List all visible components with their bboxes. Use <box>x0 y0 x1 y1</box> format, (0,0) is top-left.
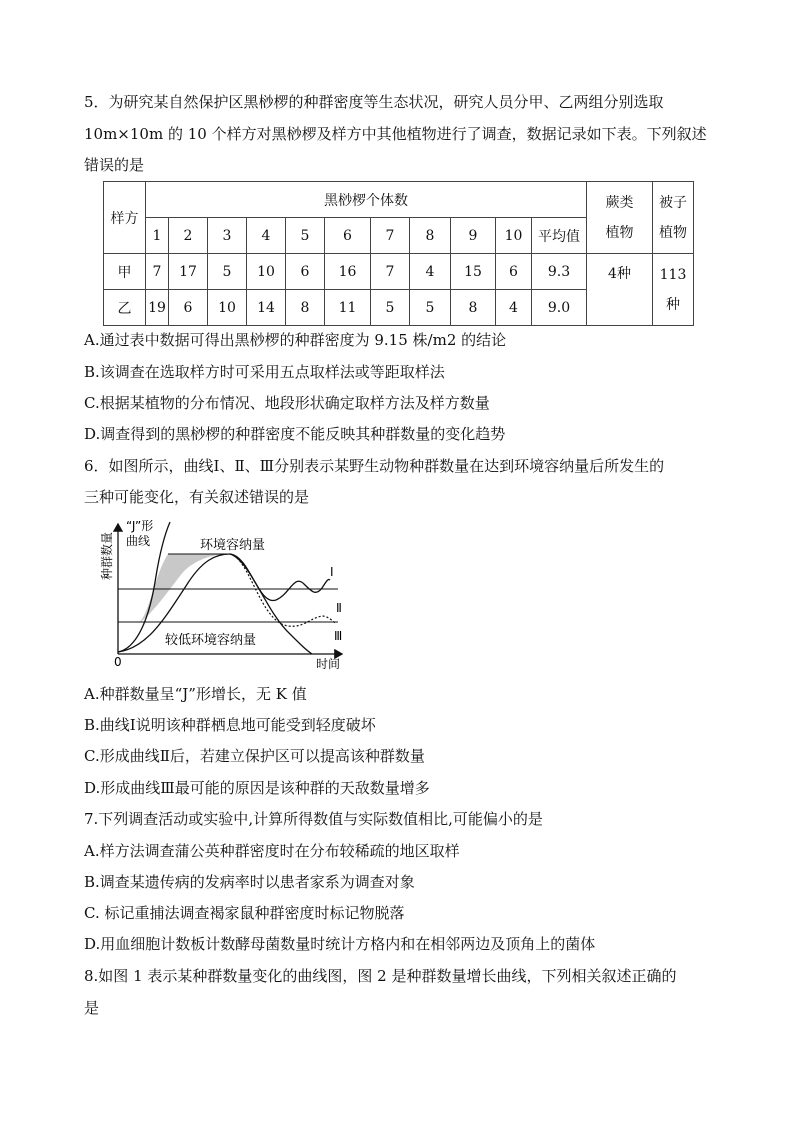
table-cell: 4 <box>410 254 451 290</box>
row-label: 甲 <box>104 254 146 290</box>
curve-3-label: Ⅲ <box>334 629 343 643</box>
table-cell: 10 <box>208 290 247 326</box>
table-subheader: 7 <box>371 218 410 254</box>
table-header-angiosperm: 被子 植物 <box>653 182 694 254</box>
table-subheader: 4 <box>247 218 286 254</box>
q7-option-c: C. 标记重捕法调查褐家鼠种群密度时标记物脱落 <box>84 904 405 922</box>
q5-stem-line1: 5．为研究某自然保护区黑桫椤的种群密度等生态状况，研究人员分甲、乙两组分别选取 <box>84 93 664 111</box>
angio-value: 113 种 <box>653 254 694 326</box>
table-subheader: 10 <box>496 218 532 254</box>
table-cell: 16 <box>325 254 371 290</box>
table-header-quadrat: 样方 <box>104 182 146 254</box>
population-curve-figure <box>90 516 360 672</box>
table-cell: 5 <box>410 290 451 326</box>
table-cell: 15 <box>451 254 496 290</box>
q7-option-d: D.用血细胞计数板计数酵母菌数量时统计方格内和在相邻两边及顶角上的菌体 <box>84 935 596 953</box>
table-subheader: 8 <box>410 218 451 254</box>
table-subheader: 6 <box>325 218 371 254</box>
table-header-individuals: 黑桫椤个体数 <box>146 182 587 218</box>
q6-stem-line1: 6．如图所示，曲线Ⅰ、Ⅱ、Ⅲ分别表示某野生动物种群数量在达到环境容纳量后所发生的 <box>84 457 665 475</box>
q6-option-d: D.形成曲线Ⅲ最可能的原因是该种群的天敌数量增多 <box>84 779 430 797</box>
q5-stem-line2: 10m×10m 的 10 个样方对黑桫椤及样方中其他植物进行了调查，数据记录如下表。下列叙述 <box>84 125 707 143</box>
table-cell: 10 <box>247 254 286 290</box>
q5-stem-line3: 错误的是 <box>84 156 145 174</box>
curve-2-label: Ⅱ <box>336 601 342 615</box>
q5-option-b: B.该调查在选取样方时可采用五点取样法或等距取样法 <box>84 363 445 381</box>
origin-label: 0 <box>114 655 122 669</box>
table-cell: 9.3 <box>532 254 587 290</box>
q8-stem-line1: 8.如图 1 表示某种群数量变化的曲线图，图 2 是种群数量增长曲线，下列相关叙述正确的 <box>84 967 677 985</box>
y-axis-label: 种群数量 <box>100 531 114 581</box>
fern-value: 4种 <box>587 254 653 326</box>
q7-stem: 7.下列调查活动或实验中,计算所得数值与实际数值相比,可能偏小的是 <box>84 810 543 828</box>
table-cell: 6 <box>286 254 325 290</box>
table-cell: 17 <box>169 254 208 290</box>
table-cell: 6 <box>496 254 532 290</box>
q5-option-a: A.通过表中数据可得出黑桫椤的种群密度为 9.15 株/m2 的结论 <box>84 331 507 349</box>
q7-option-b: B.调查某遗传病的发病率时以患者家系为调查对象 <box>84 873 415 891</box>
table-cell: 14 <box>247 290 286 326</box>
lower-capacity-label: 较低环境容纳量 <box>165 633 257 648</box>
table-header-fern: 蕨类 植物 <box>587 182 653 254</box>
table-subheader: 2 <box>169 218 208 254</box>
q5-option-c: C.根据某植物的分布情况、地段形状确定取样方法及样方数量 <box>84 394 490 412</box>
carrying-capacity-label: 环境容纳量 <box>200 538 266 553</box>
table-subheader: 平均值 <box>532 218 587 254</box>
table-cell: 7 <box>371 254 410 290</box>
table-subheader: 1 <box>146 218 169 254</box>
q6-option-a: A.种群数量呈“J”形增长，无 K 值 <box>84 685 307 703</box>
q5-data-table <box>103 181 694 326</box>
table-row <box>104 254 694 290</box>
table-cell: 8 <box>451 290 496 326</box>
table-cell: 8 <box>286 290 325 326</box>
table-cell: 11 <box>325 290 371 326</box>
table-cell: 19 <box>146 290 169 326</box>
table-subheader: 5 <box>286 218 325 254</box>
table-cell: 7 <box>146 254 169 290</box>
j-curve-label-1: “J”形 <box>126 519 154 533</box>
table-cell: 4 <box>496 290 532 326</box>
q6-option-c: C.形成曲线Ⅱ后，若建立保护区可以提高该种群数量 <box>84 747 425 765</box>
row-label: 乙 <box>104 290 146 326</box>
curve-1 <box>230 554 330 600</box>
table-cell: 9.0 <box>532 290 587 326</box>
j-curve-label-2: 曲线 <box>126 534 151 548</box>
table-cell: 5 <box>208 254 247 290</box>
table-subheader: 3 <box>208 218 247 254</box>
q6-stem-line2: 三种可能变化，有关叙述错误的是 <box>84 488 310 506</box>
q8-stem-line2: 是 <box>84 999 100 1017</box>
curve-1-label: Ⅰ <box>330 565 334 579</box>
table-subheader: 9 <box>451 218 496 254</box>
q5-option-d: D.调查得到的黑桫椤的种群密度不能反映其种群数量的变化趋势 <box>84 425 506 443</box>
q6-option-b: B.曲线Ⅰ说明该种群栖息地可能受到轻度破坏 <box>84 716 376 734</box>
q7-option-a: A.样方法调查蒲公英种群密度时在分布较稀疏的地区取样 <box>84 842 460 860</box>
x-axis-label: 时间 <box>316 657 341 671</box>
table-cell: 6 <box>169 290 208 326</box>
table-cell: 5 <box>371 290 410 326</box>
